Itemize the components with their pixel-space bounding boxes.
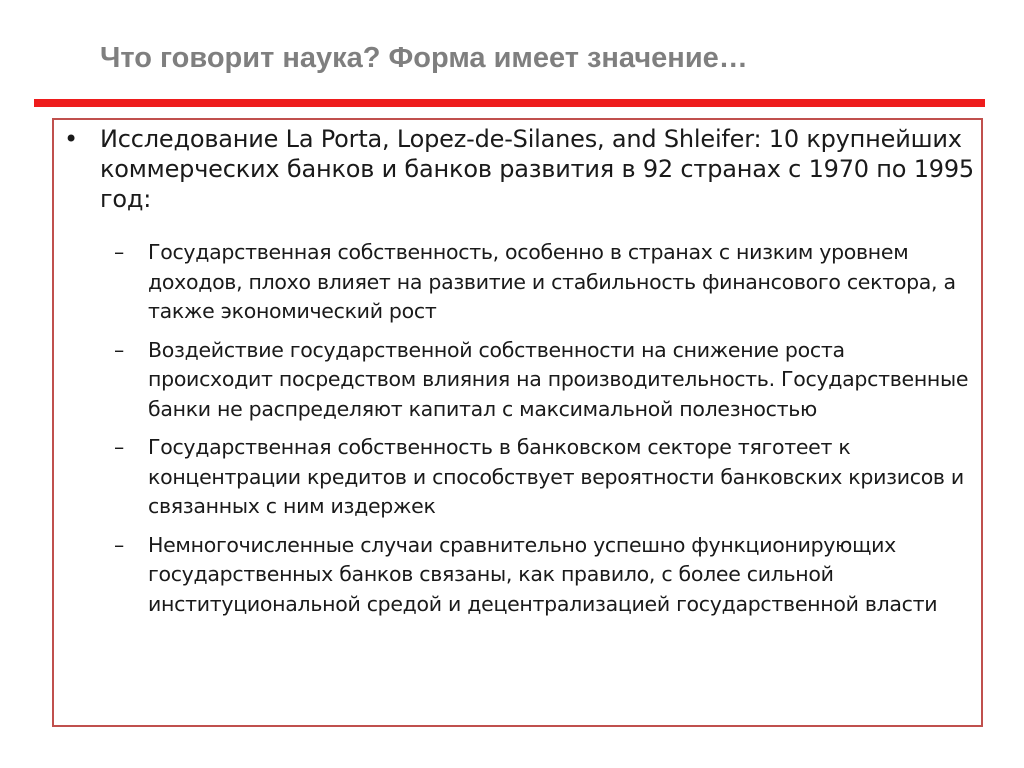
content-box	[52, 118, 983, 727]
dash-marker: –	[114, 435, 124, 459]
dash-marker: –	[114, 337, 124, 362]
title-underline-bar	[34, 99, 985, 107]
dash-marker: –	[114, 240, 124, 264]
main-bullet	[64, 124, 974, 214]
sub-bullet-text: Государственная собственность, особенно в странах с низким уровнем доходов, плохо влияет на развитие и стабильность финансового сектора, а также экономический рост	[148, 240, 956, 323]
sub-bullet-item	[114, 433, 974, 522]
main-bullet-text: Исследование La Porta, Lopez-de-Silanes, and Shleifer: 10 крупнейших коммерческих банков и банков развития в 92 странах с 1970 по 1995 год:	[100, 125, 974, 213]
sub-bullet-text: Государственная собственность в банковском секторе тяготеет к концентрации кредитов и способствует вероятности банковских кризисов и связанных с ним издержек	[148, 435, 964, 518]
sub-bullet-text: Воздействие государственной собственности на снижение роста происходит посредством влияния на производительность. Государственные банки не распределяют капитал с максимальной полезностью	[148, 337, 969, 421]
slide-title: Что говорит наука? Форма имеет значение…	[100, 42, 748, 74]
sub-bullet-item	[114, 336, 974, 425]
sub-bullet-item	[114, 531, 974, 620]
sub-bullet-list	[114, 238, 974, 628]
dash-marker: –	[114, 532, 124, 557]
bullet-marker: •	[64, 125, 79, 153]
sub-bullet-text: Немногочисленные случаи сравнительно успешно функционирующих государственных банков связаны, как правило, с более сильной институциональной средой и децентрализацией государственной власти	[148, 532, 938, 616]
sub-bullet-item	[114, 238, 974, 327]
